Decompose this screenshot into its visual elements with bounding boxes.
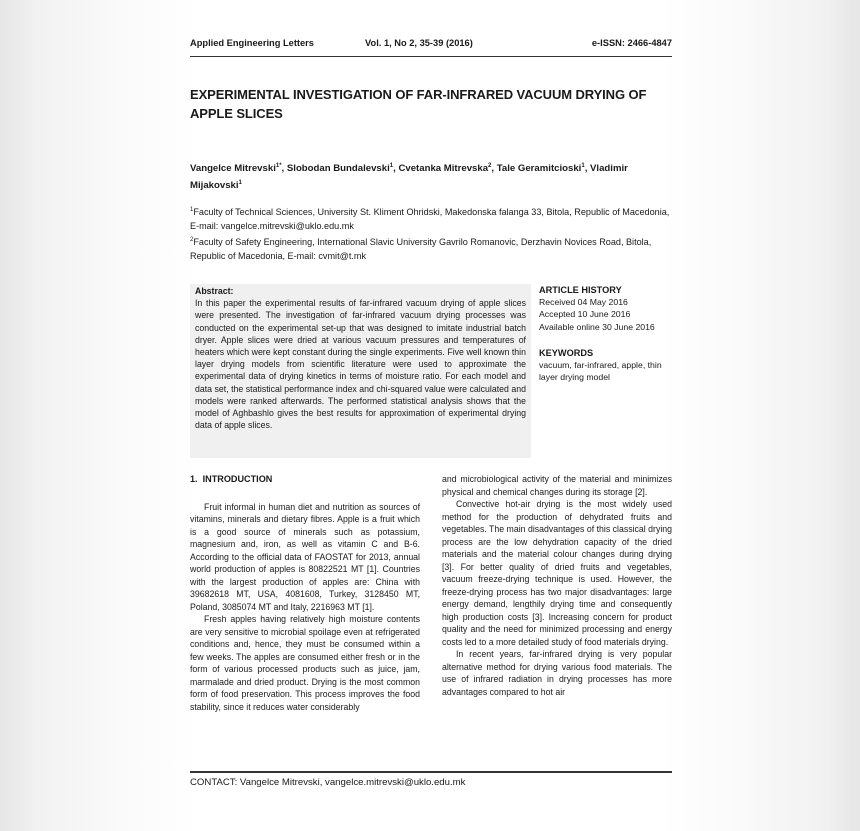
header-rule	[190, 56, 672, 57]
contact-line: CONTACT: Vangelce Mitrevski, vangelce.mitrevski@uklo.edu.mk	[190, 777, 466, 788]
author-name: Vladimir Mijakovski	[190, 163, 628, 192]
right-column	[442, 473, 672, 698]
left-column	[190, 473, 420, 713]
abstract-text: In this paper the experimental results of far-infrared vacuum drying of apple slices were presented. The investigation of far-infrared vacuum drying processes was conducted on the experimental set-up that was designed to imitate industrial batch dryer. Apple slices were dried at various vacuum pressures and temperatures of heaters which were kept constant during the single experiments. Five well known thin layer drying models from scientific literature were used to approximate the experimental data of drying kinetics in terms of moisture ratio. For each model and data set, the statistical performance index and chi-squared value were calculated and models were ranked afterwards. The performed statistical analysis shows that the model of Aghbashlo gives the best results for approximation of experimental drying data of apple slices.	[195, 298, 526, 431]
online-date: Available online 30 June 2016	[539, 321, 655, 332]
paragraph: Convective hot-air drying is the most widely used method for the production of dehydrated fruits and vegetables. The main disadvantages of this classical drying process are the low dehydration capacity of the dried materials and the material colour changes during drying [3]. For better quality of dried fruits and vegetables, vacuum freeze-drying technique is used. However, the freeze-drying process has two major disadvantages: large energy demand, lengthily drying time and consequently high production costs [3]. Increasing concern for product quality and the need for minimized processing and energy costs led to a more detailed study of food materials drying.	[442, 499, 672, 647]
footer-rule	[190, 771, 672, 773]
author-name: Tale Geramitcioski	[496, 163, 582, 175]
paragraph: In recent years, far-infrared drying is very popular alternative method for drying various food materials. The use of infrared radiation in drying processes has more advantages compared to hot air	[442, 649, 672, 697]
paragraph: Fresh apples having relatively high moisture contents are very sensitive to microbial spoilage even at refrigerated conditions and, hence, they must be consumed within a few weeks. The apples are consumed either fresh or in the form of various processed products such as juice, jam, marmalade and dried product. Drying is the most common form of food preservation. This process improves the food stability, since it reduces water considerably	[190, 614, 420, 712]
issn: e-ISSN: 2466-4847	[591, 38, 672, 48]
paper-page	[190, 0, 672, 831]
paragraph: and microbiological activity of the material and minimizes physical and chemical changes during its storage [2].	[442, 474, 672, 497]
article-history-heading: ARTICLE HISTORY	[539, 285, 622, 295]
author-list: Vangelce Mitrevski$^{1*}$, Slobodan Bundalevski$^1$, Cvetanka Mitrevska$^2$, Tale Geramitcioski$^1$, Vladimir Mijakovski$^1$	[190, 163, 628, 192]
author-name: Slobodan Bundalevski	[286, 163, 390, 175]
paragraph: Fruit informal in human diet and nutrition as sources of vitamins, minerals and dietary fibres. Apple is a fruit which is a good source of minerals such as potassium, magnesium and, iron, as well as vitamin C and B-6. According to the official data of FAOSTAT for 2013, annual world production of apples is 80822521 MT [1]. Countries with the largest production of apples are: China with 39682618 MT, USA, 4081608, Turkey, 3128450 MT, Poland, 3085074 MT and Italy, 2216963 MT [1].	[190, 501, 420, 612]
abstract-box	[190, 284, 531, 458]
affiliation-1: $^1$Faculty of Technical Sciences, University St. Kliment Ohridski, Makedonska falanga 33, Bitola, Republic of Macedonia, E-mail: vangelce.mitrevski@uklo.edu.mk	[190, 207, 670, 232]
keywords-heading: KEYWORDS	[539, 347, 594, 358]
paper-title: EXPERIMENTAL INVESTIGATION OF FAR-INFRARED VACUUM DRYING OF APPLE SLICES	[190, 87, 647, 121]
affiliations	[190, 203, 672, 263]
accepted-date: Accepted 10 June 2016	[539, 309, 631, 320]
received-date: Received 04 May 2016	[539, 297, 628, 308]
author-name: Cvetanka Mitrevska	[398, 163, 489, 175]
keywords-text: vacuum, far-infrared, apple, thin layer drying model	[539, 360, 662, 383]
abstract-heading: Abstract:	[195, 286, 234, 296]
author-name: Vangelce Mitrevski	[190, 163, 276, 175]
section-heading: 1. INTRODUCTION	[190, 474, 273, 484]
affiliation-2: $^2$Faculty of Safety Engineering, International Slavic University Gavrilo Romanovic, Derzhavin Novices Road, Bitola, Republic of Macedonia, E-mail: cvmit@t.mk	[190, 237, 652, 262]
article-sidebar	[539, 284, 672, 383]
journal-name: Applied Engineering Letters	[190, 38, 314, 48]
volume-info: Vol. 1, No 2, 35-39 (2016)	[365, 38, 473, 48]
